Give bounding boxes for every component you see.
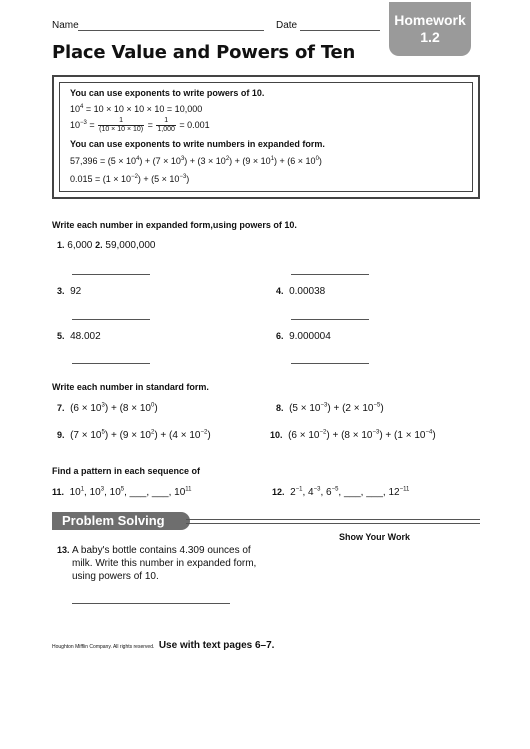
problem-13-line2: milk. Write this number in expanded form,: [72, 558, 257, 569]
answer-line-3[interactable]: [72, 319, 150, 320]
copyright-text: Houghton Mifflin Company. All rights reserved.: [52, 644, 155, 650]
info-example-1: $10^4 = 10 \times 10 \times 10 \times 10 = 10,000$: [70, 104, 203, 114]
problem-solving-rule: [186, 519, 480, 524]
info-heading-2: You can use exponents to write numbers in expanded form.: [70, 139, 325, 149]
date-field[interactable]: [300, 30, 380, 31]
answer-line-4[interactable]: [291, 319, 369, 320]
problem-13-line3: using powers of 10.: [72, 571, 159, 582]
name-label: Name: [52, 20, 79, 31]
problem-8: 8. $(5 \times 10^{-3}) + (2 \times 10^{-5})$: [276, 402, 384, 414]
answer-line-1[interactable]: [72, 274, 150, 275]
info-heading-1: You can use exponents to write powers of 10.: [70, 88, 265, 98]
problem-7: 7. $(6 \times 10^3) + (8 \times 10^0)$: [57, 402, 158, 414]
section1-instruction: Write each number in expanded form,using powers of 10.: [52, 220, 297, 230]
answer-line-6[interactable]: [291, 363, 369, 364]
answer-line-13[interactable]: [72, 603, 230, 604]
section3-instruction: Find a pattern in each sequence of: [52, 466, 201, 476]
badge-line1: Homework: [394, 12, 466, 28]
problem-12: 12. $2^{-1}$, $4^{-3}$, $6^{-5}$, ___, ___, $12^{-11}$: [272, 486, 410, 498]
info-example-4: $0.015 = (1 \times 10^{-2}) + (5 \times 10^{-3})$: [70, 174, 190, 184]
fraction-2: $\frac{1}{1,000}$: [157, 117, 175, 133]
text-pages-reference: Use with text pages 6–7.: [158, 640, 275, 651]
homework-badge: [389, 2, 471, 56]
problem-1-2: 1. 6,000 2. 59,000,000: [57, 240, 156, 251]
show-your-work-label: Show Your Work: [339, 532, 411, 542]
section2-instruction: Write each number in standard form.: [52, 382, 209, 392]
page-title: Place Value and Powers of Ten: [52, 42, 356, 63]
info-example-2: $10^{-3}$ = $\frac{1}{(10 \times 10 \times 10)}$ = $\frac{1}{1,000}$ = 0.001: [70, 117, 210, 133]
fraction-1: $\frac{1}{(10 \times 10 \times 10)}$: [99, 117, 144, 133]
problem-13-line1: A baby's bottle contains 4.309 ounces of: [72, 545, 251, 556]
problem-6: 6. 9.000004: [276, 331, 331, 342]
problem-9: 9. $(7 \times 10^5) + (9 \times 10^2) + (4 \times 10^{-2})$: [57, 429, 211, 441]
answer-line-5[interactable]: [72, 363, 150, 364]
problem-solving-banner: Problem Solving: [52, 512, 190, 530]
problem-5: 5. 48.002: [57, 331, 101, 342]
problem-11: 11. $10^1$, $10^3$, $10^5$, ___, ___, $10^{11}$: [52, 486, 192, 498]
footer: [52, 635, 274, 653]
name-field[interactable]: [78, 30, 264, 31]
problem-3: 3. 92: [57, 286, 82, 297]
info-example-3: $57,396 = (5 \times 10^4) + (7 \times 10^3) + (3 \times 10^2) + (9 \times 10^1) + (6 \times 10^0)$: [70, 156, 322, 166]
problem-4: 4. 0.00038: [276, 286, 326, 297]
badge-line2: 1.2: [420, 29, 440, 45]
problem-13: 13. A baby's bottle contains 4.309 ounces of milk. Write this number in expanded form, using powers of 10.: [57, 545, 257, 582]
date-label: Date: [276, 20, 298, 31]
answer-line-2[interactable]: [291, 274, 369, 275]
problem-10: 10. $(6 \times 10^{-2}) + (8 \times 10^{-3}) + (1 \times 10^{-4})$: [270, 429, 436, 441]
